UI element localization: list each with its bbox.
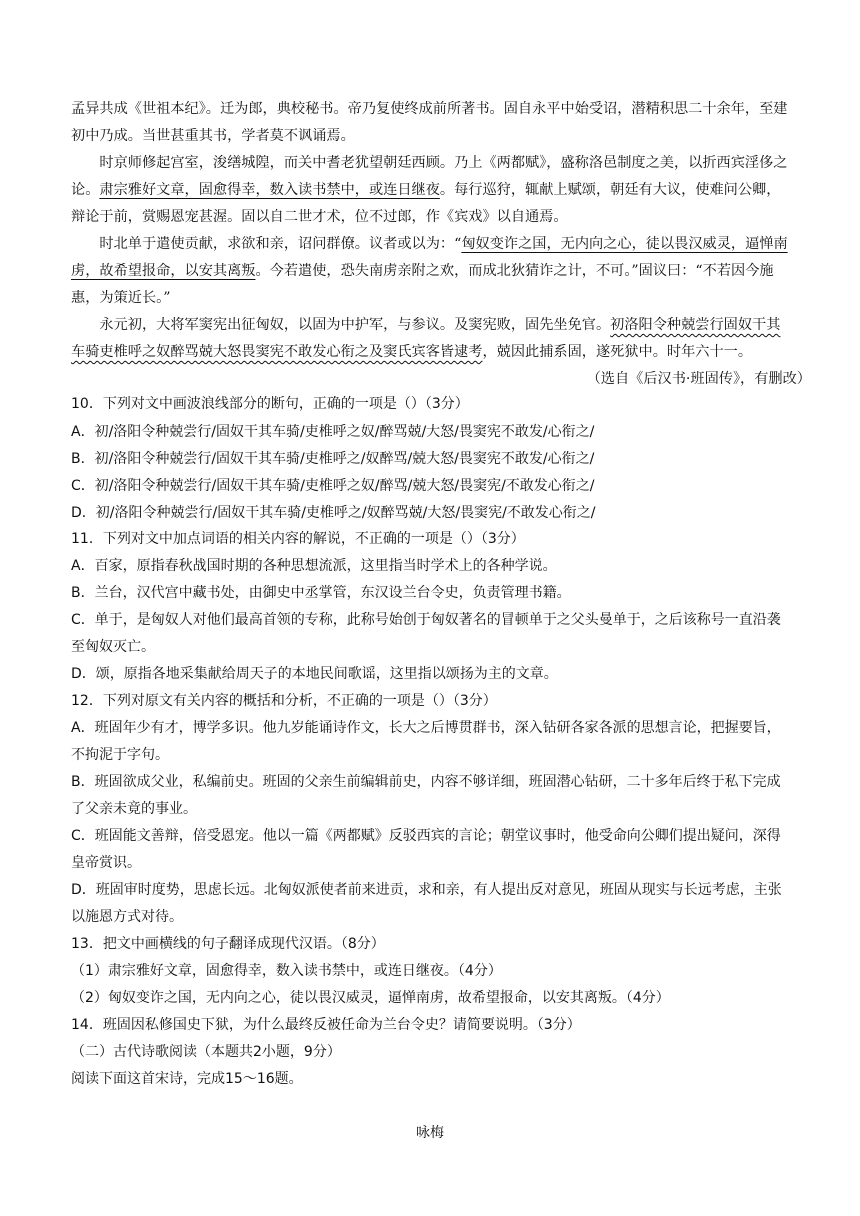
q12-option-c: C．班固能文善辩，倍受恩宠。他以一篇《两都赋》反驳西宾的言论；朝堂议事时，他受命向公卿们提出疑问，深得皇帝赏识。 — [71, 828, 781, 871]
q10-option-a: A．初/洛阳令种兢尝行/固奴干其车骑/吏椎呼之奴/醉骂兢/大怒/畏窦宪不敢发/心衔之/ — [71, 424, 595, 440]
q10-option-b: B．初/洛阳令种兢尝行/固奴干其车骑/吏椎呼之/奴醉骂/兢大怒/畏窦宪不敢发/心衔之/ — [71, 451, 595, 467]
underlined-sentence-1: 肃宗雅好文章，固愈得幸，数入读书禁中，或连日继夜 — [99, 182, 440, 198]
passage-paragraph-1: 孟异共成《世祖本纪》。迁为郎，典校秘书。帝乃复使终成前所著书。固自永平中始受诏，潜精积思二十余年，至建初中乃成。当世甚重其书，学者莫不讽诵焉。 — [71, 101, 788, 144]
question-10-stem: 10．下列对文中画波浪线部分的断句，正确的一项是（）（3分） — [71, 396, 469, 412]
question-13-stem: 13．把文中画横线的句子翻译成现代汉语。（8分） — [71, 936, 385, 952]
poem-title: 咏梅 — [416, 1125, 444, 1141]
q11-option-c: C．单于，是匈奴人对他们最高首领的专称，此称号始创于匈奴著名的冒顿单于之父头曼单于，之后该称号一直沿袭至匈奴灭亡。 — [71, 612, 781, 655]
passage-paragraph-4: 永元初，大将军窦宪出征匈奴，以固为中护军，与参议。及窦宪败，固先坐免官。初洛阳令种兢尝行固奴干其车骑吏椎呼之奴醉骂兢大怒畏窦宪不敢发心衔之及窦氏宾客皆逮考，兢因此捕系固，遂死狱中。时年六十一。 — [71, 317, 781, 360]
q11-option-a: A．百家，原指春秋战国时期的各种思想流派，这里指当时学术上的各种学说。 — [71, 558, 557, 574]
question-14-stem: 14．班固因私修国史下狱，为什么最终反被任命为兰台令史？请简要说明。（3分） — [71, 1017, 581, 1033]
q10-option-d: D．初/洛阳令种兢尝行/固奴干其车骑/吏椎呼之/奴醉骂兢/大怒/畏窦宪/不敢发心衔之/ — [71, 505, 596, 521]
q11-option-b: B．兰台，汉代宫中藏书处，由御史中丞掌管，东汉设兰台令史，负责管理书籍。 — [71, 585, 571, 601]
q13-item-1: （1）肃宗雅好文章，固愈得幸，数入读书禁中，或连日继夜。（4分） — [71, 963, 502, 979]
q10-option-c: C．初/洛阳令种兢尝行/固奴干其车骑/吏椎呼之奴/醉骂/兢大怒/畏窦宪/不敢发心衔之/ — [71, 478, 595, 494]
passage-paragraph-3: 时北单于遣使贡献，求欲和亲，诏问群僚。议者或以为：“匈奴变诈之国，无内向之心，徒以畏汉威灵，逼惮南虏，故希望报命，以安其离叛。今若遣使，恐失南虏亲附之欢，而成北狄猜诈之计，不可。”固议曰：“不若因今施惠，为策近长。” — [71, 236, 788, 306]
wavy-underlined-passage: 初洛阳令种兢尝行固奴干其车骑吏椎呼之奴醉骂兢大怒畏窦宪不敢发心衔之及窦氏宾客皆逮考 — [71, 317, 781, 360]
underlined-sentence-2: 匈奴变诈之国，无内向之心，徒以畏汉威灵，逼惮南虏，故希望报命，以安其离叛 — [71, 236, 788, 279]
q12-option-a: A．班固年少有才，博学多识。他九岁能诵诗作文，长大之后博贯群书，深入钻研各家各派的思想言论，把握要旨，不拘泥于字句。 — [71, 720, 781, 763]
q12-option-b: B．班固欲成父业，私编前史。班固的父亲生前编辑前史，内容不够详细，班固潜心钻研，二十多年后终于私下完成了父亲未竟的事业。 — [71, 774, 781, 817]
passage-source: （选自《后汉书·班固传》，有删改） — [586, 371, 811, 387]
q11-option-d: D．颂，原指各地采集献给周天子的本地民间歌谣，这里指以颂扬为主的文章。 — [71, 666, 558, 682]
question-11-stem: 11．下列对文中加点词语的相关内容的解说，不正确的一项是（）（3分） — [71, 531, 525, 547]
section-2-heading: （二）古代诗歌阅读（本题共2小题，9分） — [71, 1044, 341, 1060]
passage-paragraph-2: 时京师修起宫室，浚缮城隍，而关中耆老犹望朝廷西顾。乃上《两都赋》，盛称洛邑制度之美，以折西宾淫侈之论。肃宗雅好文章，固愈得幸，数入读书禁中，或连日继夜。每行巡狩，辄献上赋颂，朝廷有大议，使难问公卿，辩论于前，赏赐恩宠甚渥。固以自二世才术，位不过郎，作《宾戏》以自通焉。 — [71, 155, 788, 225]
question-12-stem: 12．下列对原文有关内容的概括和分析，不正确的一项是（）（3分） — [71, 693, 497, 709]
q12-option-d: D．班固审时度势，思虑长远。北匈奴派使者前来进贡，求和亲，有人提出反对意见，班固从现实与长远考虑，主张以施恩方式对待。 — [71, 882, 782, 925]
section-2-instruction: 阅读下面这首宋诗，完成15～16题。 — [71, 1071, 303, 1087]
q13-item-2: （2）匈奴变诈之国，无内向之心，徒以畏汉威灵，逼惮南虏，故希望报命，以安其离叛。（4分） — [71, 990, 670, 1006]
